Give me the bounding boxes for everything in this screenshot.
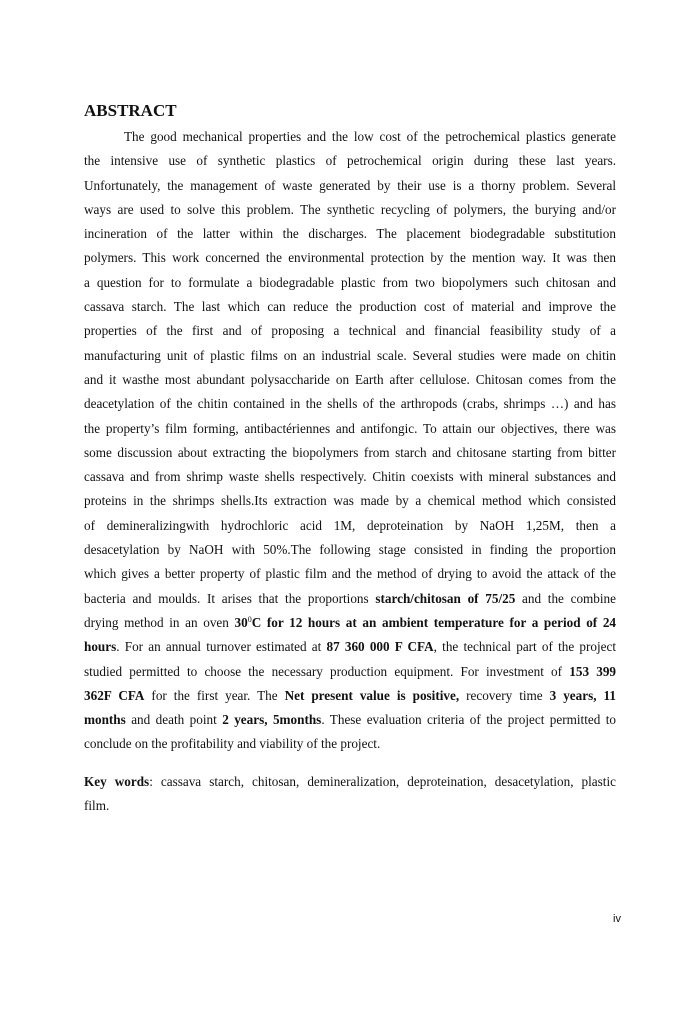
bold-text: Net present value is positive, — [284, 687, 460, 703]
text-line — [84, 611, 616, 635]
bold-text: Key words — [84, 773, 150, 789]
text-segment: which gives a better property of plastic film and the method of drying to avoid the attack of the — [84, 566, 616, 582]
text-line — [84, 417, 616, 441]
bold-text: 153 399 — [569, 663, 617, 679]
text-segment: cassava and from shrimp waste shells respectively. Chitin coexists with mineral substances and — [84, 469, 616, 485]
bold-text: C for 12 hours at an ambient temperature for a period of 24 — [251, 614, 617, 630]
bold-text: 362F CFA — [84, 687, 145, 703]
text-segment: of demineralizingwith hydrochloric acid 1M, deproteination by NaOH 1,25M, then a — [84, 517, 616, 533]
text-segment: for the first year. The — [144, 687, 285, 703]
text-line — [84, 794, 616, 818]
text-segment: desacetylation by NaOH with 50%.The following stage consisted in finding the proportion — [84, 542, 616, 558]
text-segment: drying method in an oven — [84, 614, 235, 630]
text-line — [84, 368, 616, 392]
text-line — [84, 392, 616, 416]
text-line — [84, 198, 616, 222]
text-line — [84, 514, 616, 538]
text-line — [84, 770, 616, 794]
text-segment: studied permitted to choose the necessary production equipment. For investment of — [84, 663, 570, 679]
text-line — [84, 246, 616, 270]
bold-text: hours — [84, 639, 117, 655]
text-segment: proteins in the shrimps shells.Its extraction was made by a chemical method which consisted — [84, 493, 616, 509]
text-line — [84, 538, 616, 562]
text-segment: , the technical part of the project — [433, 639, 616, 655]
text-line — [84, 344, 616, 368]
text-segment: . For an annual turnover estimated at — [116, 639, 327, 655]
text-line — [84, 465, 616, 489]
abstract-heading: ABSTRACT — [84, 101, 177, 120]
text-line — [84, 149, 616, 173]
text-line — [84, 271, 616, 295]
text-segment: deacetylation of the chitin contained in the shells of the arthropods (crabs, shrimps …) and has — [84, 396, 616, 412]
text-segment: film. — [84, 798, 110, 814]
text-segment: ways are used to solve this problem. The synthetic recycling of polymers, the burying and/or — [84, 201, 616, 217]
abstract-body — [84, 125, 616, 818]
text-line — [84, 562, 616, 586]
text-line — [84, 708, 616, 732]
bold-text: 0 — [247, 614, 252, 624]
text-segment: bacteria and moulds. It arises that the proportions — [84, 590, 376, 606]
abstract-paragraph — [84, 125, 616, 757]
text-line — [84, 174, 616, 198]
bold-text: 87 360 000 F CFA — [326, 639, 434, 655]
text-segment: manufacturing unit of plastic films on an industrial scale. Several studies were made on chitin — [84, 347, 616, 363]
text-segment: incineration of the latter within the discharges. The placement biodegradable substitution — [84, 226, 616, 242]
text-line — [84, 684, 616, 708]
text-segment: properties of the first and of proposing a technical and financial feasibility study of a — [84, 323, 616, 339]
text-segment: the intensive use of synthetic plastics of petrochemical origin during these last years. — [84, 153, 616, 169]
bold-text: 2 years, 5months — [222, 712, 322, 728]
text-segment: : cassava starch, chitosan, demineralization, deproteination, desacetylation, plastic — [149, 773, 616, 789]
text-line — [84, 587, 616, 611]
text-line — [84, 295, 616, 319]
text-line — [84, 489, 616, 513]
bold-text: 30 — [234, 614, 248, 630]
text-segment: a question for to formulate a biodegradable plastic from two biopolymers such chitosan and — [84, 274, 616, 290]
text-segment: The good mechanical properties and the low cost of the petrochemical plastics generate — [124, 129, 616, 144]
keywords-paragraph — [84, 770, 616, 819]
page-number: iv — [613, 913, 621, 925]
text-line — [84, 319, 616, 343]
text-segment: and the combine — [515, 590, 617, 606]
paragraph-gap — [84, 757, 616, 770]
text-segment: conclude on the profitability and viability of the project. — [84, 736, 381, 752]
bold-text: months — [84, 712, 126, 728]
text-segment: polymers. This work concerned the environmental protection by the mention way. It was then — [84, 250, 616, 266]
text-segment: recovery time — [459, 687, 550, 703]
text-segment: and it wasthe most abundant polysaccharide on Earth after cellulose. Chitosan comes from the — [84, 371, 616, 387]
text-segment: cassava starch. The last which can reduce the production cost of material and improve the — [84, 299, 616, 315]
bold-text: starch/chitosan of 75/25 — [375, 590, 516, 606]
text-line — [84, 635, 616, 659]
bold-text: 3 years, 11 — [549, 687, 616, 703]
text-line — [84, 125, 616, 149]
text-segment: . These evaluation criteria of the project permitted to — [321, 712, 616, 728]
text-line — [84, 732, 616, 756]
text-segment: and death point — [125, 712, 223, 728]
text-segment: the property’s film forming, antibactériennes and antifongic. To attain our objectives, there was — [84, 420, 616, 436]
text-line — [84, 660, 616, 684]
text-segment: some discussion about extracting the biopolymers from starch and chitosane starting from bitter — [84, 444, 616, 460]
text-line — [84, 222, 616, 246]
text-line — [84, 441, 616, 465]
text-segment: Unfortunately, the management of waste generated by their use is a thorny problem. Several — [84, 177, 616, 193]
